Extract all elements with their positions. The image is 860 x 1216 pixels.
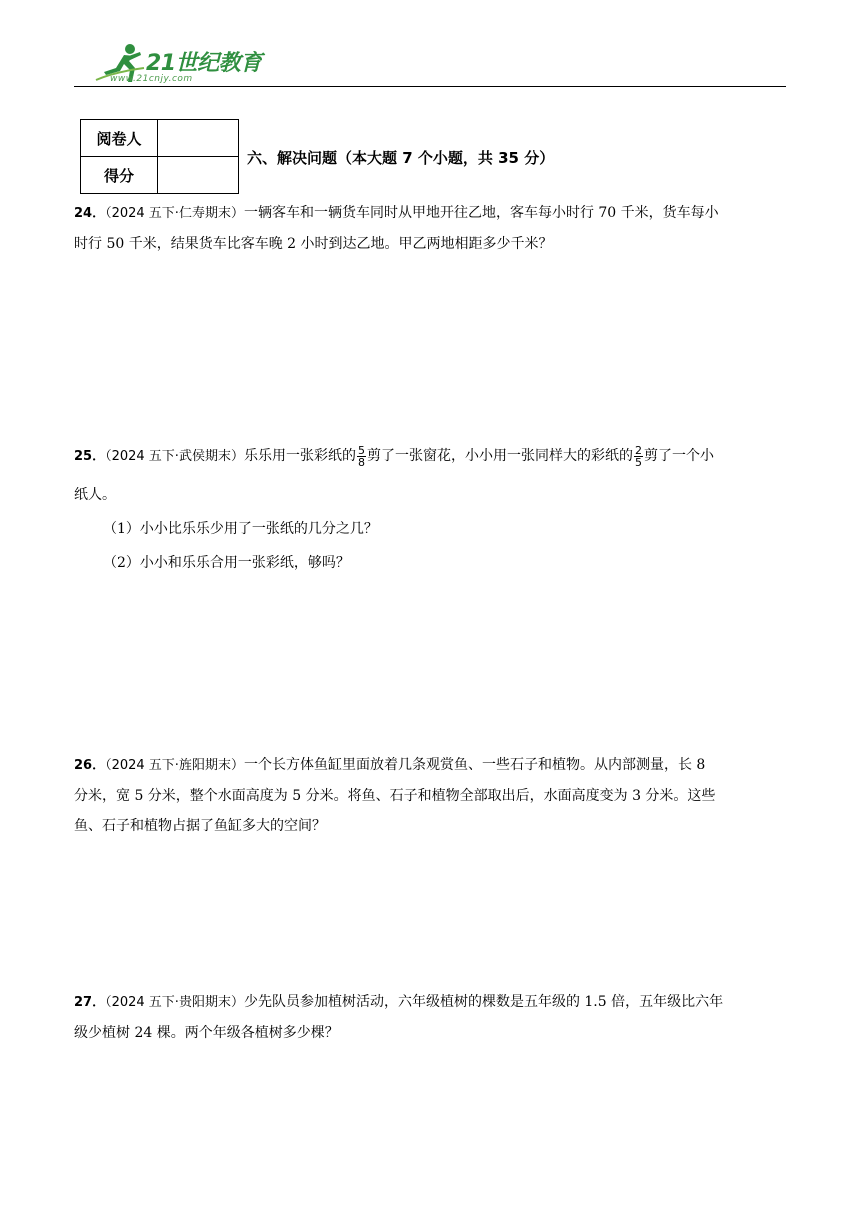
question-source: （2024 五下·武侯期末） [105, 449, 244, 464]
question-text: 剪了一张窗花，小小用一张同样大的彩纸的 [366, 448, 633, 464]
question-line [74, 198, 790, 229]
header-divider [74, 86, 786, 87]
fraction-numerator: 5 [357, 443, 365, 457]
question-27 [74, 987, 790, 1048]
sub-question-1: （1）小小比乐乐少用了一张纸的几分之几？ [103, 521, 378, 537]
question-line [74, 750, 790, 781]
score-field [158, 157, 239, 194]
question-number: 24． [74, 206, 106, 221]
grader-label: 阅卷人 [81, 120, 158, 157]
question-text: 乐乐用一张彩纸的 [243, 448, 356, 464]
question-number: 25． [74, 449, 106, 464]
question-25 [74, 437, 790, 514]
question-number: 26． [74, 758, 106, 773]
logo-url: www.21cnjy.com [110, 74, 193, 84]
question-line [74, 437, 790, 476]
fraction-denominator: 5 [634, 455, 642, 469]
score-label: 得分 [81, 157, 158, 194]
question-text: 剪了一个小 [643, 448, 714, 464]
logo-wordmark: 21世纪教育 [146, 51, 262, 76]
question-text: 少先队员参加植树活动，六年级植树的棵数是五年级的 1.5 倍，五年级比六年 [243, 994, 724, 1010]
fraction-five-eighths [357, 445, 366, 468]
section-title: 六、解决问题（本大题 7 个小题，共 35 分） [247, 149, 555, 167]
question-source: （2024 五下·旌阳期末） [105, 758, 244, 773]
fraction-numerator: 2 [634, 443, 642, 457]
grader-field [158, 120, 239, 157]
question-24 [74, 198, 790, 259]
sub-question-2: （2）小小和乐乐合用一张彩纸，够吗？ [103, 555, 350, 571]
fraction-two-fifths [634, 445, 643, 468]
page-header [74, 38, 786, 88]
question-number: 27． [74, 995, 106, 1010]
question-text: 一辆客车和一辆货车同时从甲地开往乙地，客车每小时行 70 千米，货车每小 [243, 205, 719, 221]
question-line: 分米，宽 5 分米，整个水面高度为 5 分米。将鱼、石子和植物全部取出后，水面高度变为 3 分米。这些 [74, 788, 716, 804]
grader-score-table [80, 119, 239, 194]
question-source: （2024 五下·仁寿期末） [105, 206, 244, 221]
question-line: 纸人。 [74, 487, 116, 503]
question-line: 鱼、石子和植物占据了鱼缸多大的空间？ [74, 818, 326, 834]
question-source: （2024 五下·贵阳期末） [105, 995, 244, 1010]
question-text: 一个长方体鱼缸里面放着几条观赏鱼、一些石子和植物。从内部测量，长 8 [243, 757, 706, 773]
fraction-denominator: 8 [357, 455, 365, 469]
question-line: 时行 50 千米，结果货车比客车晚 2 小时到达乙地。甲乙两地相距多少千米？ [74, 236, 553, 252]
question-26 [74, 750, 790, 841]
question-line: 级少植树 24 棵。两个年级各植树多少棵？ [74, 1025, 339, 1041]
question-line [74, 987, 790, 1018]
